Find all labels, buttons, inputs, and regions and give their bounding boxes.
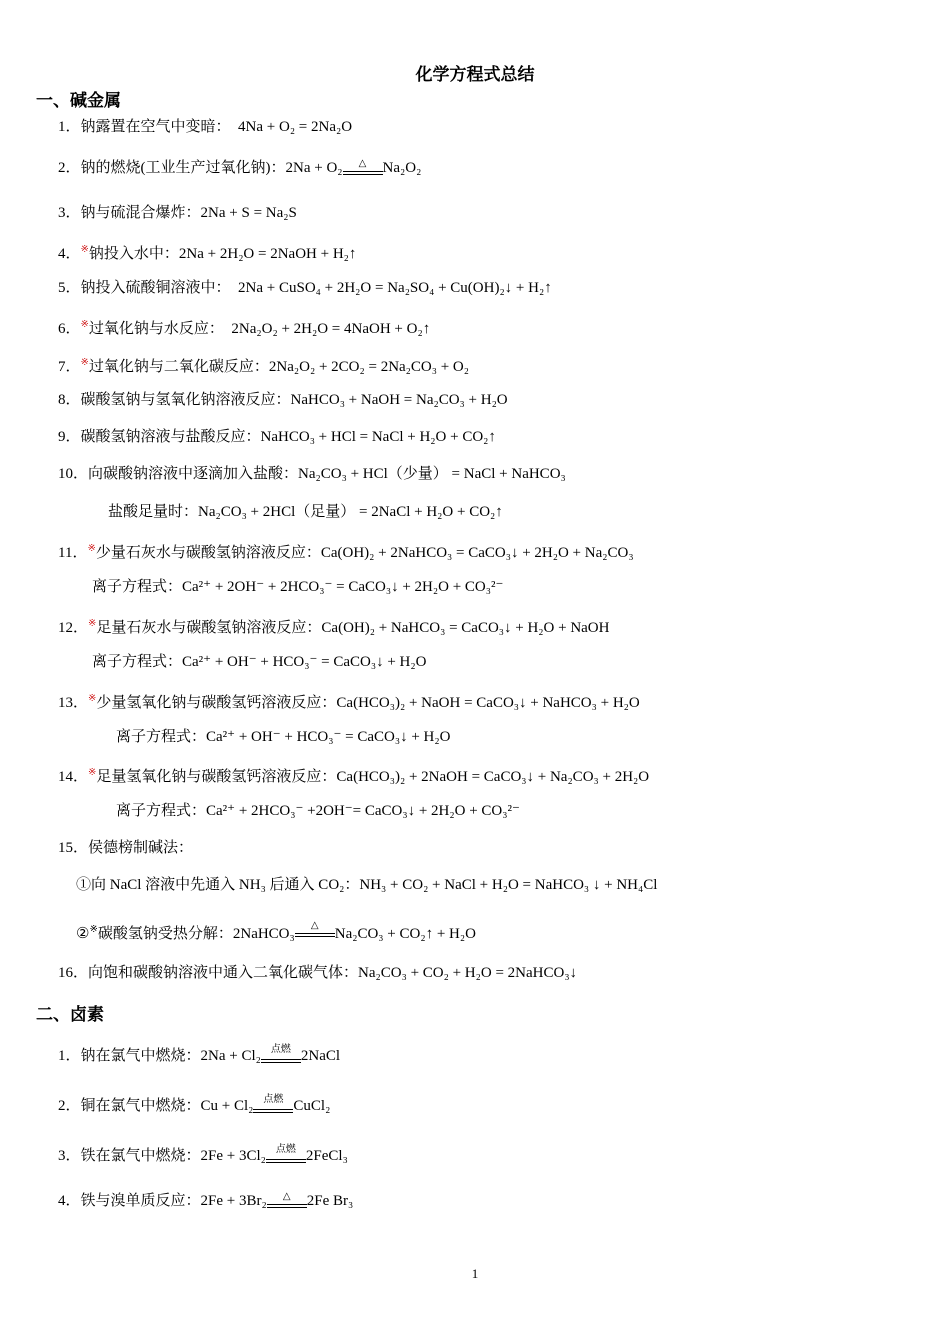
- heat-triangle-icon: △: [310, 920, 319, 931]
- ionic-equation-13: [116, 727, 450, 747]
- equation: 2Na + CuSO₄ + 2H₂O = Na₂SO₄ + Cu(OH)₂↓ + H₂↑: [238, 280, 552, 296]
- heat-condition-sign: [343, 158, 383, 178]
- section-heading-alkali-metals: 一、碱金属: [36, 91, 121, 110]
- equation-line-3: [58, 203, 297, 223]
- item-description: 足量石灰水与碳酸氢钠溶液反应：: [96, 620, 322, 636]
- item-number: 6．: [58, 321, 81, 337]
- equation-line-13: [58, 689, 640, 713]
- heat-condition-sign: [267, 1191, 307, 1211]
- ionic-equation-11: [92, 577, 503, 597]
- key-mark-icon: ※: [89, 924, 98, 935]
- ignition-condition-sign: [261, 1046, 301, 1066]
- item-number: 3．: [58, 205, 81, 221]
- item-description: 钠投入硫酸铜溶液中：: [80, 280, 231, 296]
- item-number: 3．: [58, 1148, 81, 1164]
- item-description: 离子方程式：: [92, 654, 183, 670]
- page-title: 化学方程式总结: [415, 65, 535, 84]
- equation-line-16: [58, 963, 577, 983]
- halogen-line-4: [58, 1191, 353, 1211]
- equation: 2Na₂O₂ + 2CO₂ = 2Na₂CO₃ + O₂: [268, 359, 469, 375]
- ionic-equation-12: [92, 652, 426, 672]
- equation-line-1: [58, 117, 352, 137]
- equation: Ca²⁺ + 2HCO₃⁻ +2OH⁻= CaCO₃↓ + 2H₂O + CO₃²⁻: [206, 803, 520, 819]
- equation: 2Na + S = Na₂S: [200, 205, 297, 221]
- equation-rhs: Na₂CO₃ + CO₂↑ + H₂O: [334, 926, 476, 942]
- condition-label: 点燃: [263, 1094, 284, 1105]
- equation-line-15-step2: [76, 920, 476, 944]
- halogen-line-3: [58, 1146, 348, 1166]
- key-mark-icon: ※: [88, 693, 97, 704]
- equation: Na₂CO₃ + HCl（少量） = NaCl + NaHCO₃: [298, 466, 566, 482]
- equation-lhs: 2Na + Cl₂: [200, 1048, 261, 1064]
- item-number: 16．: [58, 965, 89, 981]
- item-description: 向饱和碳酸钠溶液中通入二氧化碳气体：: [88, 965, 359, 981]
- item-number: 12．: [58, 620, 89, 636]
- equation: Ca(OH)₂ + 2NaHCO₃ = CaCO₃↓ + 2H₂O + Na₂CO₃: [320, 545, 634, 561]
- equation-lhs: 2Fe + 3Cl₂: [200, 1148, 266, 1164]
- equation-rhs: Na₂O₂: [382, 160, 422, 176]
- item-number: 5．: [58, 280, 81, 296]
- item-number: 2．: [58, 160, 81, 176]
- ignition-condition-sign: [253, 1096, 293, 1116]
- item-description: 少量石灰水与碳酸氢钠溶液反应：: [95, 545, 321, 561]
- key-mark-icon: ※: [87, 543, 96, 554]
- heat-triangle-icon: △: [282, 1191, 291, 1202]
- heat-condition-sign: [295, 920, 335, 940]
- item-description: 离子方程式：: [92, 579, 183, 595]
- equation-line-2: [58, 158, 421, 178]
- halogen-line-1: [58, 1046, 340, 1066]
- equation-line-10: [58, 464, 566, 484]
- item-description: 离子方程式：: [116, 729, 207, 745]
- item-description: 侯德榜制碱法：: [88, 840, 194, 856]
- item-description: 铁在氯气中燃烧：: [80, 1148, 201, 1164]
- key-mark-icon: ※: [88, 618, 97, 629]
- item-description: ①向 NaCl 溶液中先通入 NH₃ 后通入 CO₂：: [76, 877, 360, 893]
- equation-line-8: [58, 390, 508, 410]
- item-number: 1．: [58, 119, 81, 135]
- equation-line-7: [58, 353, 469, 377]
- equation-line-14: [58, 763, 649, 787]
- key-mark-icon: ※: [80, 319, 89, 330]
- equation-rhs: 2Fe Br₃: [306, 1193, 354, 1209]
- equation: NaHCO₃ + HCl = NaCl + H₂O + CO₂↑: [260, 429, 496, 445]
- item-number: 4．: [58, 1193, 81, 1209]
- item-description: 钠露置在空气中变暗：: [80, 119, 231, 135]
- item-description: 铁与溴单质反应：: [80, 1193, 201, 1209]
- equation: Ca(OH)₂ + NaHCO₃ = CaCO₃↓ + H₂O + NaOH: [321, 620, 610, 636]
- equation-rhs: 2NaCl: [300, 1048, 341, 1064]
- condition-label: 点燃: [275, 1144, 296, 1155]
- equation: Na₂CO₃ + CO₂ + H₂O = 2NaHCO₃↓: [358, 965, 578, 981]
- section-heading-halogens: 二、卤素: [36, 1005, 104, 1024]
- item-description: 离子方程式：: [116, 803, 207, 819]
- ignition-condition-sign: [266, 1146, 306, 1166]
- step-marker: ②: [76, 926, 90, 942]
- equation-line-5: [58, 278, 552, 298]
- item-description: 钠与硫混合爆炸：: [80, 205, 201, 221]
- equation-lhs: 2NaHCO₃: [232, 926, 295, 942]
- equation-lhs: Cu + Cl₂: [200, 1098, 254, 1114]
- equation: Ca²⁺ + 2OH⁻ + 2HCO₃⁻ = CaCO₃↓ + 2H₂O + CO₃²⁻: [182, 579, 504, 595]
- item-description: 盐酸足量时：: [108, 504, 199, 520]
- equation: NaHCO₃ + NaOH = Na₂CO₃ + H₂O: [290, 392, 508, 408]
- equation: 2Na₂O₂ + 2H₂O = 4NaOH + O₂↑: [231, 321, 431, 337]
- key-mark-icon: ※: [80, 244, 89, 255]
- ionic-equation-14: [116, 801, 520, 821]
- equation-line-6: [58, 315, 430, 339]
- equation: 4Na + O₂ = 2Na₂O: [238, 119, 353, 135]
- equation-rhs: CuCl₂: [293, 1098, 331, 1114]
- item-description: 碳酸氢钠受热分解：: [97, 926, 233, 942]
- key-mark-icon: ※: [80, 357, 89, 368]
- item-number: 2．: [58, 1098, 81, 1114]
- equation-rhs: 2FeCl₃: [305, 1148, 348, 1164]
- item-description: 钠的燃烧(工业生产过氧化钠)：: [80, 160, 286, 176]
- equation: 2Na + 2H₂O = 2NaOH + H₂↑: [178, 246, 357, 262]
- equation: Ca²⁺ + OH⁻ + HCO₃⁻ = CaCO₃↓ + H₂O: [206, 729, 451, 745]
- item-number: 15．: [58, 840, 89, 856]
- item-number: 8．: [58, 392, 81, 408]
- equation: Ca²⁺ + OH⁻ + HCO₃⁻ = CaCO₃↓ + H₂O: [182, 654, 427, 670]
- item-number: 10．: [58, 466, 89, 482]
- equation-line-4: [58, 240, 356, 264]
- item-description: 足量氢氧化钠与碳酸氢钙溶液反应：: [96, 769, 337, 785]
- equation-line-11: [58, 539, 634, 563]
- item-number: 1．: [58, 1048, 81, 1064]
- item-number: 13．: [58, 695, 89, 711]
- item-number: 14．: [58, 769, 89, 785]
- equation: Ca(HCO₃)₂ + NaOH = CaCO₃↓ + NaHCO₃ + H₂O: [336, 695, 640, 711]
- equation-line-15: [58, 838, 193, 858]
- item-description: 钠投入水中：: [88, 246, 179, 262]
- condition-label: 点燃: [270, 1044, 291, 1055]
- item-description: 过氧化钠与二氧化碳反应：: [88, 359, 269, 375]
- item-number: 4．: [58, 246, 81, 262]
- item-number: 11．: [58, 545, 88, 561]
- item-description: 碳酸氢钠与氢氧化钠溶液反应：: [80, 392, 291, 408]
- equation: NH₃ + CO₂ + NaCl + H₂O = NaHCO₃ ↓ + NH₄Cl: [359, 877, 658, 893]
- item-description: 碳酸氢钠溶液与盐酸反应：: [80, 429, 261, 445]
- equation-line-10-excess: [108, 502, 503, 522]
- halogen-line-2: [58, 1096, 330, 1116]
- item-description: 铜在氯气中燃烧：: [80, 1098, 201, 1114]
- item-description: 钠在氯气中燃烧：: [80, 1048, 201, 1064]
- item-description: 向碳酸钠溶液中逐滴加入盐酸：: [88, 466, 299, 482]
- item-number: 7．: [58, 359, 81, 375]
- equation: Na₂CO₃ + 2HCl（足量） = 2NaCl + H₂O + CO₂↑: [198, 504, 503, 520]
- equation-line-9: [58, 427, 496, 447]
- heat-triangle-icon: △: [358, 158, 367, 169]
- equation-lhs: 2Fe + 3Br₂: [200, 1193, 267, 1209]
- key-mark-icon: ※: [88, 767, 97, 778]
- equation-lhs: 2Na + O₂: [285, 160, 343, 176]
- equation-line-12: [58, 614, 609, 638]
- equation: Ca(HCO₃)₂ + 2NaOH = CaCO₃↓ + Na₂CO₃ + 2H₂O: [336, 769, 650, 785]
- page-number: 1: [471, 1266, 479, 1281]
- item-description: 过氧化钠与水反应：: [88, 321, 224, 337]
- item-description: 少量氢氧化钠与碳酸氢钙溶液反应：: [96, 695, 337, 711]
- item-number: 9．: [58, 429, 81, 445]
- equation-line-15-step1: [76, 875, 657, 895]
